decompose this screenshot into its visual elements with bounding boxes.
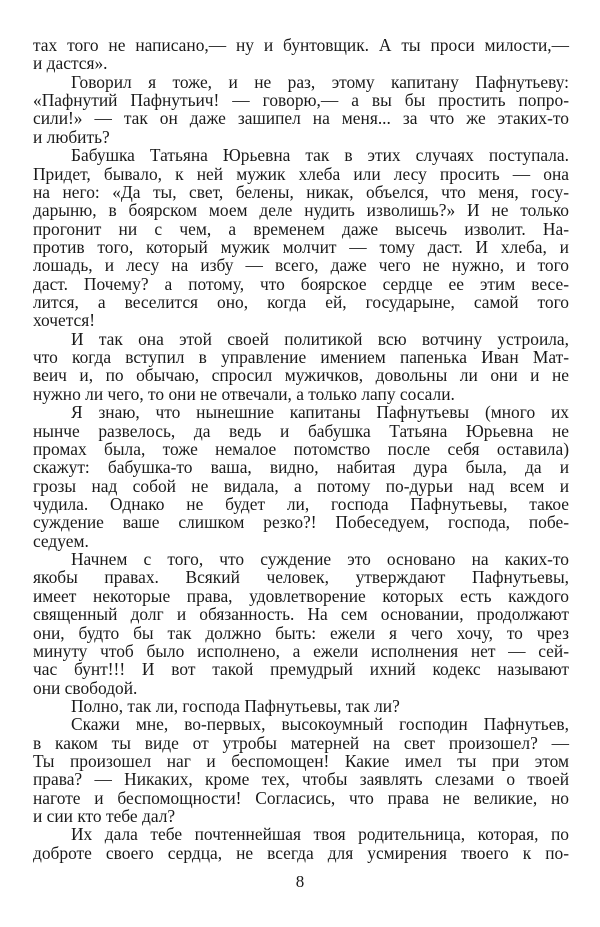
text-line: лится, а веселится оно, когда ей, государыне, самой того — [33, 292, 569, 313]
text-line: права? — Никаких, кроме тех, чтобы заявлять слезами о твоей — [33, 769, 569, 790]
text-line: Я знаю, что нынешние капитаны Пафнутьевы (много их — [71, 402, 569, 423]
text-line: скажут: бабушка-то ваша, видно, набитая дура была, да и — [33, 457, 569, 478]
text-line: даст. Почему? а потому, что боярское сердце ее этим весе- — [33, 273, 569, 294]
text-line: нужно ли чего, то они не отвечали, а только лапу сосали. — [33, 383, 455, 404]
text-line: «Пафнутий Пафнутьич! — говорю,— а вы бы простить попро- — [33, 90, 569, 111]
paragraph — [33, 550, 569, 697]
text-line: на него: «Да ты, свет, белены, никак, объелся, что меня, госу- — [33, 181, 569, 202]
text-line: лошадь, и лесу на избу — всего, даже чего не нужно, и того — [33, 255, 569, 276]
text-line: веич и, по обычаю, спросил мужичков, довольны ли они и не — [33, 365, 569, 386]
text-line: Скажи мне, во-первых, высокоумный господин Пафнутьев, — [71, 714, 569, 735]
paragraph — [33, 36, 569, 73]
text-line: суждение ваше слишком резко?! Побеседуем, господа, побе- — [33, 512, 569, 533]
paragraph — [33, 146, 569, 330]
paragraph — [33, 715, 569, 825]
text-line: седуем. — [33, 530, 89, 551]
text-line: Говорил я тоже, и не раз, этому капитану Пафнутьеву: — [71, 71, 569, 92]
paragraph — [33, 73, 569, 146]
text-line: что когда вступил в управление имением папенька Иван Мат- — [33, 347, 569, 368]
text-line: чудила. Однако не будет ли, господа Пафнутьевы, такое — [33, 493, 569, 514]
paragraph — [33, 697, 569, 715]
text-line: якобы правах. Всякий человек, утверждают Пафнутьевы, — [33, 567, 569, 588]
paragraph — [33, 330, 569, 403]
paragraph — [33, 403, 569, 550]
text-line: доброте своего сердца, не всегда для усмирения твоего к по- — [33, 842, 569, 863]
text-line: наготе и беспомощности! Согласись, что права не великие, но — [33, 787, 569, 808]
text-line: тах того не написано,— ну и бунтовщик. А ты проси милости,— — [33, 35, 569, 55]
text-line: против того, который мужик молчит — тому даст. И хлеба, и — [33, 236, 569, 257]
text-line: Полно, так ли, господа Пафнутьевы, так ли? — [71, 695, 400, 716]
text-line: они, будто бы так должно быть: ежели я чего хочу, то чрез — [33, 622, 569, 643]
text-line: дарыню, в боярском моем деле нудить изволишь?» И не только — [33, 200, 569, 221]
text-line: нынче развелось, да ведь и бабушка Татьяна Юрьевна не — [33, 420, 569, 441]
text-line: и любить? — [33, 126, 110, 147]
text-line: сили!» — так он даже зашипел на меня... за что же этаких-то — [33, 108, 569, 129]
text-line: грозы над собой не видала, а потому по-дурьи над всем и — [33, 475, 569, 496]
text-line: они свободой. — [33, 677, 138, 698]
page-number: 8 — [295, 872, 305, 891]
text-line: священный долг и обязанность. На сем основании, продолжают — [33, 604, 569, 625]
text-line: прогонит ни с чем, а временем даже высечь изволит. На- — [33, 218, 569, 239]
text-line: в каком ты виде от утробы матерней на свет произошел? — — [33, 732, 569, 753]
text-line: Начнем с того, что суждение это основано на каких-то — [71, 549, 569, 570]
page-body-text — [33, 36, 569, 862]
text-line: И так она этой своей политикой всю вотчину устроила, — [71, 328, 569, 349]
text-line: Ты произошел наг и беспомощен! Какие имел ты при этом — [33, 751, 569, 772]
paragraph — [33, 825, 569, 862]
text-line: хочется! — [33, 310, 96, 331]
text-line: Их дала тебе почтеннейшая твоя родительница, которая, по — [71, 824, 569, 845]
text-line: имеет некоторые права, удовлетворение которых есть каждого — [33, 585, 569, 606]
text-line: час бунт!!! И вот такой премудрый ихний кодекс называют — [33, 659, 569, 680]
text-line: и сии кто тебе дал? — [33, 806, 176, 827]
text-line: минуту чтоб было исполнено, а ежели исполнения нет — сей- — [33, 640, 569, 661]
text-line: Бабушка Татьяна Юрьевна так в этих случаях поступала. — [71, 145, 569, 166]
text-line: и дастся». — [33, 53, 108, 74]
text-line: промах была, тоже немалое потомство после себя оставила) — [33, 438, 569, 459]
text-line: Придет, бывало, к ней мужик хлеба или лесу просить — она — [33, 163, 569, 184]
